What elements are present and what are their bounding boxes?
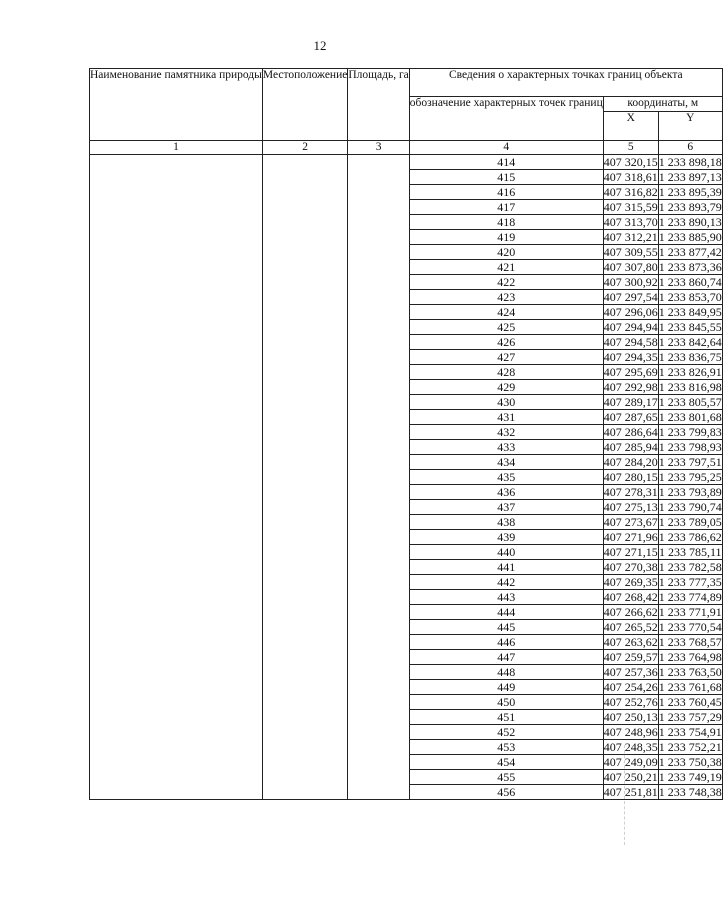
- coordinate-x: 407 273,67: [603, 515, 658, 529]
- table-body: [90, 155, 723, 800]
- point-designation: 447: [409, 650, 603, 665]
- column-number: 1: [90, 141, 263, 155]
- point-designation: 428: [409, 365, 603, 380]
- coordinate-y: 1 233 853,70: [658, 290, 722, 304]
- blank-area-cell: [348, 155, 409, 800]
- coordinate-y: 1 233 768,57: [658, 635, 722, 649]
- coordinate-x: 407 309,55: [603, 245, 658, 259]
- coordinate-x: 407 248,35: [603, 740, 658, 754]
- coordinate-x: 407 286,64: [603, 425, 658, 439]
- coordinate-x: 407 287,65: [603, 410, 658, 424]
- point-designation: 418: [409, 215, 603, 230]
- point-designation: 438: [409, 515, 603, 530]
- point-designation: 417: [409, 200, 603, 215]
- point-designation: 446: [409, 635, 603, 650]
- point-designation: 440: [409, 545, 603, 560]
- coordinate-y: 1 233 761,68: [658, 680, 722, 694]
- point-designation: 420: [409, 245, 603, 260]
- coordinate-x: 407 292,98: [603, 380, 658, 394]
- coordinate-y: 1 233 785,11: [658, 545, 722, 559]
- coordinate-y: 1 233 885,90: [658, 230, 722, 244]
- table-row: [90, 155, 723, 170]
- coordinate-x: 407 318,61: [603, 170, 658, 184]
- coordinate-y: 1 233 749,19: [658, 770, 722, 784]
- page-number: 12: [313, 38, 327, 53]
- point-designation: 422: [409, 275, 603, 290]
- point-designation: 432: [409, 425, 603, 440]
- coordinate-y: 1 233 763,50: [658, 665, 722, 679]
- coordinate-x: 407 254,26: [603, 680, 658, 694]
- coordinate-x: 407 312,21: [603, 230, 658, 244]
- coordinate-x: 407 285,94: [603, 440, 658, 454]
- header-monument-name: Наименование памятника природы: [90, 69, 263, 141]
- blank-name-cell: [90, 155, 263, 800]
- header-coordinates: координаты, м: [603, 97, 722, 112]
- coordinate-y: 1 233 789,05: [658, 515, 722, 529]
- point-designation: 433: [409, 440, 603, 455]
- coordinate-y: 1 233 774,89: [658, 590, 722, 604]
- coordinate-y: 1 233 836,75: [658, 350, 722, 364]
- coordinate-y: 1 233 786,62: [658, 530, 722, 544]
- scan-edge-artifact: [624, 745, 627, 845]
- coordinate-x: 407 265,52: [603, 620, 658, 634]
- column-number-row: [90, 141, 723, 155]
- coordinate-y: 1 233 799,83: [658, 425, 722, 439]
- point-designation: 431: [409, 410, 603, 425]
- coordinate-y: 1 233 798,93: [658, 440, 722, 454]
- coordinate-y: 1 233 895,39: [658, 185, 722, 199]
- point-designation: 439: [409, 530, 603, 545]
- coordinate-x: 407 259,57: [603, 650, 658, 664]
- point-designation: 419: [409, 230, 603, 245]
- coordinate-x: 407 271,96: [603, 530, 658, 544]
- column-number: 4: [409, 141, 603, 155]
- coordinate-y: 1 233 801,68: [658, 410, 722, 424]
- header-y: Y: [658, 112, 722, 141]
- coordinate-y: 1 233 760,45: [658, 695, 722, 709]
- coordinate-y: 1 233 890,13: [658, 215, 722, 229]
- column-number: 3: [348, 141, 409, 155]
- coordinate-x: 407 270,38: [603, 560, 658, 574]
- coordinate-x: 407 250,13: [603, 710, 658, 724]
- point-designation: 414: [409, 155, 603, 170]
- coordinate-y: 1 233 750,38: [658, 755, 722, 769]
- coordinate-x: 407 320,15: [603, 155, 658, 169]
- coordinate-y: 1 233 897,13: [658, 170, 722, 184]
- coordinate-x: 407 307,80: [603, 260, 658, 274]
- coordinate-x: 407 249,09: [603, 755, 658, 769]
- coordinate-x: 407 296,06: [603, 305, 658, 319]
- coordinate-x: 407 263,62: [603, 635, 658, 649]
- coordinate-y: 1 233 873,36: [658, 260, 722, 274]
- coordinate-x: 407 315,59: [603, 200, 658, 214]
- point-designation: 435: [409, 470, 603, 485]
- point-designation: 448: [409, 665, 603, 680]
- point-designation: 451: [409, 710, 603, 725]
- header-point-designation: обозначение характерных точек границ: [409, 97, 603, 141]
- point-designation: 441: [409, 560, 603, 575]
- point-designation: 455: [409, 770, 603, 785]
- coordinate-y: 1 233 793,89: [658, 485, 722, 499]
- point-designation: 423: [409, 290, 603, 305]
- header-x: X: [603, 112, 658, 141]
- column-number: 2: [262, 141, 347, 155]
- header-location: Местоположение: [262, 69, 347, 141]
- point-designation: 437: [409, 500, 603, 515]
- point-designation: 416: [409, 185, 603, 200]
- coordinate-x: 407 278,31: [603, 485, 658, 499]
- coordinate-y: 1 233 816,98: [658, 380, 722, 394]
- coordinate-y: 1 233 849,95: [658, 305, 722, 319]
- coordinate-x: 407 295,69: [603, 365, 658, 379]
- point-designation: 430: [409, 395, 603, 410]
- point-designation: 452: [409, 725, 603, 740]
- coordinate-x: 407 251,81: [603, 785, 658, 799]
- point-designation: 425: [409, 320, 603, 335]
- coordinate-x: 407 266,62: [603, 605, 658, 619]
- coordinate-x: 407 289,17: [603, 395, 658, 409]
- point-designation: 424: [409, 305, 603, 320]
- coordinate-y: 1 233 782,58: [658, 560, 722, 574]
- header-area: Площадь, га: [348, 69, 409, 141]
- coordinate-y: 1 233 877,42: [658, 245, 722, 259]
- header-boundary-info: Сведения о характерных точках границ объекта: [409, 69, 722, 97]
- coordinate-y: 1 233 771,91: [658, 605, 722, 619]
- coordinate-y: 1 233 893,79: [658, 200, 722, 214]
- coordinate-y: 1 233 752,21: [658, 740, 722, 754]
- coordinate-x: 407 316,82: [603, 185, 658, 199]
- coordinate-y: 1 233 845,55: [658, 320, 722, 334]
- coordinate-x: 407 294,35: [603, 350, 658, 364]
- coordinate-x: 407 269,35: [603, 575, 658, 589]
- point-designation: 442: [409, 575, 603, 590]
- point-designation: 450: [409, 695, 603, 710]
- coordinate-x: 407 297,54: [603, 290, 658, 304]
- point-designation: 429: [409, 380, 603, 395]
- point-designation: 436: [409, 485, 603, 500]
- coordinate-y: 1 233 860,74: [658, 275, 722, 289]
- point-designation: 449: [409, 680, 603, 695]
- boundary-points-table: [89, 68, 723, 800]
- point-designation: 454: [409, 755, 603, 770]
- point-designation: 443: [409, 590, 603, 605]
- coordinate-y: 1 233 842,64: [658, 335, 722, 349]
- point-designation: 415: [409, 170, 603, 185]
- point-designation: 444: [409, 605, 603, 620]
- coordinate-y: 1 233 764,98: [658, 650, 722, 664]
- coordinate-y: 1 233 777,35: [658, 575, 722, 589]
- coordinate-x: 407 313,70: [603, 215, 658, 229]
- coordinate-x: 407 271,15: [603, 545, 658, 559]
- column-number: 6: [658, 141, 722, 155]
- coordinate-x: 407 284,20: [603, 455, 658, 469]
- coordinate-x: 407 252,76: [603, 695, 658, 709]
- coordinate-y: 1 233 770,54: [658, 620, 722, 634]
- coordinate-y: 1 233 757,29: [658, 710, 722, 724]
- blank-location-cell: [262, 155, 347, 800]
- coordinate-x: 407 300,92: [603, 275, 658, 289]
- point-designation: 426: [409, 335, 603, 350]
- coordinate-x: 407 294,94: [603, 320, 658, 334]
- point-designation: 445: [409, 620, 603, 635]
- coordinate-y: 1 233 797,51: [658, 455, 722, 469]
- coordinate-x: 407 250,21: [603, 770, 658, 784]
- coordinate-x: 407 268,42: [603, 590, 658, 604]
- coordinate-x: 407 257,36: [603, 665, 658, 679]
- coordinate-y: 1 233 754,91: [658, 725, 722, 739]
- coordinate-x: 407 294,58: [603, 335, 658, 349]
- coordinate-y: 1 233 898,18: [658, 155, 722, 169]
- coordinate-y: 1 233 795,25: [658, 470, 722, 484]
- point-designation: 434: [409, 455, 603, 470]
- coordinate-y: 1 233 826,91: [658, 365, 722, 379]
- coordinate-x: 407 275,13: [603, 500, 658, 514]
- coordinate-x: 407 280,15: [603, 470, 658, 484]
- point-designation: 453: [409, 740, 603, 755]
- point-designation: 456: [409, 785, 603, 800]
- coordinate-x: 407 248,96: [603, 725, 658, 739]
- point-designation: 427: [409, 350, 603, 365]
- coordinate-y: 1 233 790,74: [658, 500, 722, 514]
- column-number: 5: [603, 141, 658, 155]
- coordinate-y: 1 233 748,38: [658, 785, 722, 799]
- point-designation: 421: [409, 260, 603, 275]
- coordinate-y: 1 233 805,57: [658, 395, 722, 409]
